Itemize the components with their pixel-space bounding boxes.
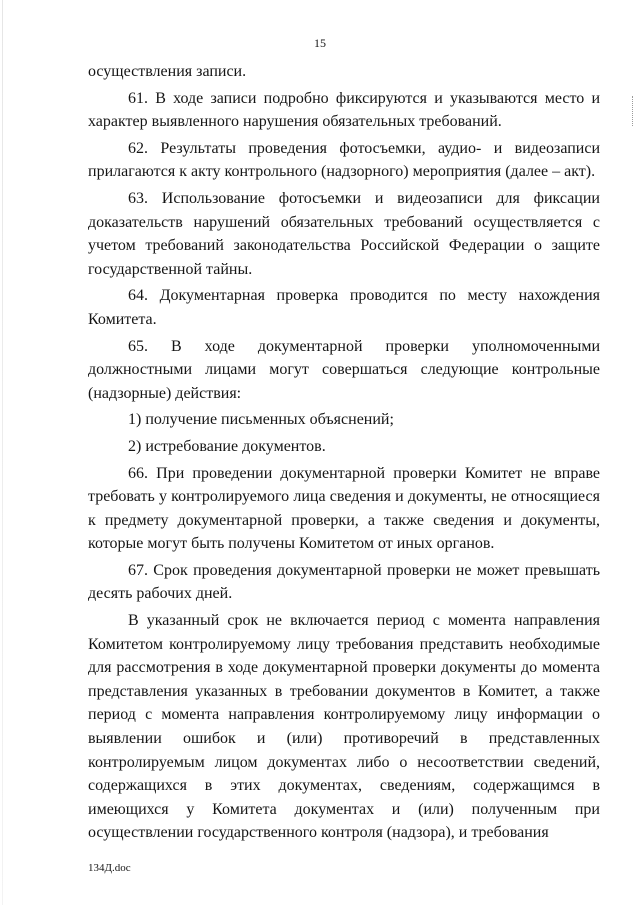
scan-left-edge	[2, 0, 3, 905]
paragraph-61: 61. В ходе записи подробно фиксируются и указываются место и характер выявленного нарушения обязательных требований.	[88, 89, 600, 131]
scan-edge-mark	[632, 96, 636, 126]
document-body	[88, 60, 600, 845]
page-number: 15	[314, 36, 326, 50]
paragraph-67: 67. Срок проведения документарной проверки не может превышать десять рабочих дней.	[88, 561, 600, 603]
paragraph-63: 63. Использование фотосъемки и видеозаписи для фиксации доказательств нарушений обязательных требований осуществляется с учетом требований законодательства Российской Федерации о защите государственной тайны.	[88, 189, 600, 278]
list-item-1: 1) получение письменных объяснений;	[128, 411, 394, 429]
paragraph-continuation: осуществления записи.	[88, 63, 247, 80]
footer-filename: 134Д.doc	[88, 862, 131, 874]
paragraph-62: 62. Результаты проведения фотосъемки, аудио- и видеозаписи прилагаются к акту контрольного (надзорного) мероприятия (далее – акт).	[88, 139, 600, 181]
paragraph-64: 64. Документарная проверка проводится по месту нахождения Комитета.	[88, 287, 600, 328]
paragraph-67-continuation: В указанный срок не включается период с момента направления Комитетом контролируемому лицу требования представить необходимые для рассмотрения в ходе документарной проверки документы до момента представления указанных в требовании документов в Комитет, а также период с момента направления контролируемому лицу информации о выявлении ошибок и (или) противоречий в представленных контролируемым лицом документах либо о несоответствии сведений, содержащихся в этих документах, сведениям, содержащимся в имеющихся у Комитета документах и (или) полученным при осуществлении государственного контроля (надзора), и требования	[88, 612, 600, 842]
list-item-2: 2) истребование документов.	[128, 437, 326, 455]
paragraph-66: 66. При проведении документарной проверки Комитет не вправе требовать у контролируемого лица сведения и документы, не относящиеся к предмету документарной проверки, а также сведения и документы, которые могут быть получены Комитетом от иных органов.	[88, 464, 600, 553]
paragraph-65: 65. В ходе документарной проверки уполномоченными должностными лицами могут совершаться следующие контрольные (надзорные) действия:	[88, 337, 600, 402]
